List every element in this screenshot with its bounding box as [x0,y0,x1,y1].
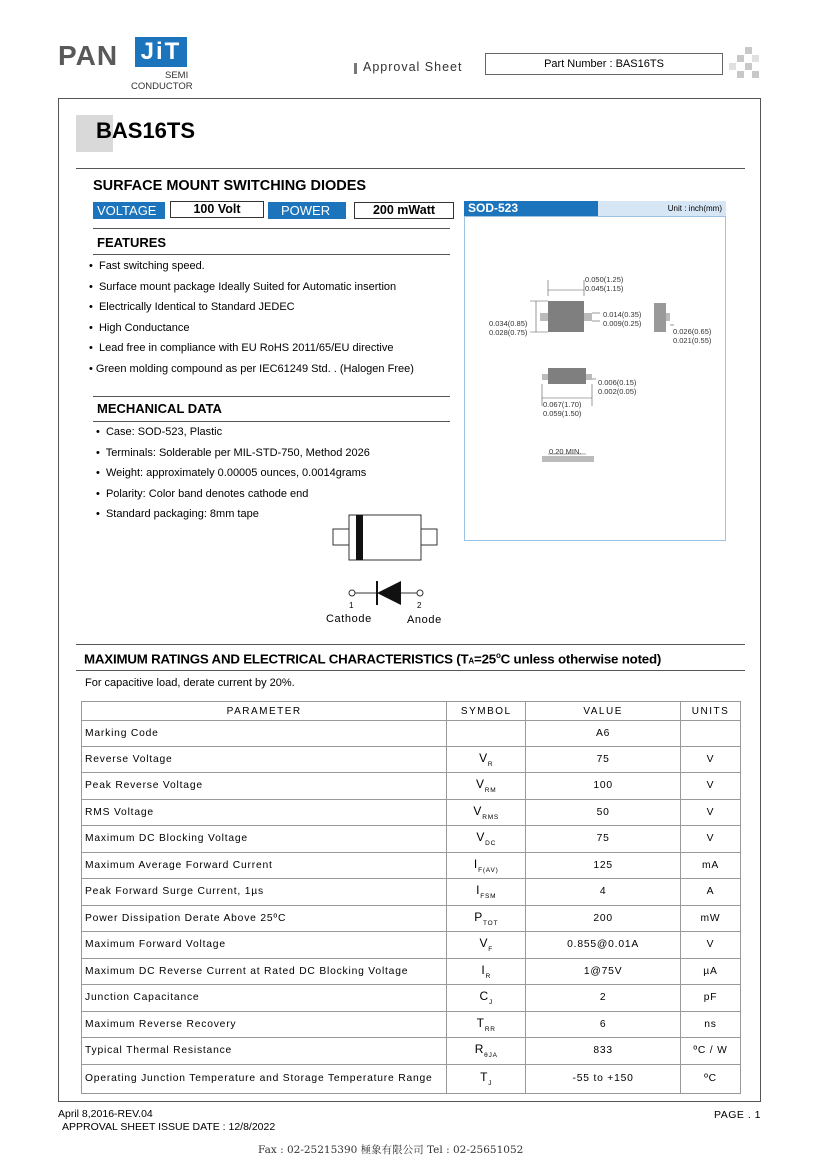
table-row [82,1064,741,1093]
unit-cell: pF [681,985,741,1012]
column-header: SYMBOL [447,702,526,721]
param-cell: Maximum DC Blocking Voltage [82,826,447,853]
value-cell: A6 [526,721,681,747]
symbol-cell: $V_R$ [447,746,526,773]
dim-total: 0.067(1.70) 0.059(1.50) [543,400,582,418]
table-row [82,985,741,1012]
power-tag: POWER [268,202,346,219]
ratings-table [81,701,741,1094]
table-row [82,852,741,879]
pin1-label: 1 [349,601,354,610]
ratings-title: MAXIMUM RATINGS AND ELECTRICAL CHARACTERISTICS ($TA=25^oC$ unless otherwise noted) [84,651,662,667]
ratings-bottom-line [76,670,745,671]
voltage-tag: VOLTAGE [93,202,165,219]
mech-top-line [93,396,450,397]
table-row [82,1011,741,1038]
logo-semi: SEMI [165,70,189,81]
list-item: • Case: SOD-523, Plastic [96,426,223,438]
symbol-cell: $P_{TOT}$ [447,905,526,932]
issue-date: APPROVAL SHEET ISSUE DATE : 12/8/2022 [62,1121,276,1133]
features-heading: FEATURES [97,235,167,250]
symbol-cell: $I_{F(AV)}$ [447,852,526,879]
power-value: 200 mWatt [354,202,454,219]
param-cell: RMS Voltage [82,799,447,826]
unit-cell: V [681,746,741,773]
param-cell: Operating Junction Temperature and Storage Temperature Range [82,1064,447,1093]
param-cell: Maximum Average Forward Current [82,852,447,879]
value-cell: 50 [526,799,681,826]
package-unit: Unit : inch(mm) [598,201,726,216]
list-item: • Green molding compound as per IEC61249 Std. . (Halogen Free) [89,362,414,375]
value-cell: 833 [526,1038,681,1065]
page-title: BAS16TS [96,118,196,143]
pin2-label: 2 [417,601,422,610]
unit-cell: ºC / W [681,1038,741,1065]
value-cell: 2 [526,985,681,1012]
list-item: • Standard packaging: 8mm tape [96,508,259,520]
table-row [82,746,741,773]
symbol-cell: $I_R$ [447,958,526,985]
list-item: • Electrically Identical to Standard JEDEC [89,301,295,313]
value-cell: 6 [526,1011,681,1038]
param-cell: Reverse Voltage [82,746,447,773]
column-header: PARAMETER [82,702,447,721]
unit-cell: V [681,773,741,800]
package-outline-drawing [330,508,445,568]
voltage-value: 100 Volt [170,201,264,218]
list-item: • Lead free in compliance with EU RoHS 2011/65/EU directive [89,342,394,354]
features-list [89,260,414,383]
approval-sheet-label: Approval Sheet [363,60,463,74]
param-cell: Power Dissipation Derate Above 25ºC [82,905,447,932]
symbol-cell: $V_{DC}$ [447,826,526,853]
unit-cell: V [681,932,741,959]
symbol-cell: $I_{FSM}$ [447,879,526,906]
table-row [82,799,741,826]
dim-pad: 0.20 MIN. [549,447,582,456]
table-row [82,932,741,959]
param-cell: Peak Forward Surge Current, 1µs [82,879,447,906]
ratings-note: For capacitive load, derate current by 20%. [85,677,295,689]
param-cell: Maximum Reverse Recovery [82,1011,447,1038]
ratings-top-line [76,644,745,645]
list-item: • Fast switching speed. [89,260,205,272]
package-dimension-drawing [470,270,720,470]
value-cell: 200 [526,905,681,932]
symbol-cell: $R_{\theta JA}$ [447,1038,526,1065]
table-header-row [82,702,741,721]
logo-conductor: CONDUCTOR [131,81,193,92]
cathode-label: Cathode [326,613,372,625]
symbol-cell: $T_{RR}$ [447,1011,526,1038]
unit-cell: mW [681,905,741,932]
features-bottom-line [93,254,450,255]
symbol-cell [447,721,526,747]
value-cell: 0.855@0.01A [526,932,681,959]
list-item: • High Conductance [89,321,190,334]
subtitle: SURFACE MOUNT SWITCHING DIODES [93,178,367,194]
value-cell: 1@75V [526,958,681,985]
value-cell: 75 [526,826,681,853]
table-row [82,826,741,853]
param-cell: Maximum DC Reverse Current at Rated DC Blocking Voltage [82,958,447,985]
value-cell: 100 [526,773,681,800]
part-number-box: Part Number : BAS16TS [485,53,723,75]
param-cell: Typical Thermal Resistance [82,1038,447,1065]
dim-thickness: 0.006(0.15) 0.002(0.05) [598,378,637,396]
approval-bar [354,63,357,74]
column-header: VALUE [526,702,681,721]
mechanical-list [96,426,370,529]
unit-cell: ns [681,1011,741,1038]
table-row [82,905,741,932]
logo-jit: JiT [135,37,187,67]
features-top-line [93,228,450,229]
unit-cell [681,721,741,747]
unit-cell: V [681,799,741,826]
table-row [82,958,741,985]
table-row [82,1038,741,1065]
dim-lead: 0.014(0.35) 0.009(0.25) [603,310,642,328]
column-header: UNITS [681,702,741,721]
unit-cell: ºC [681,1064,741,1093]
unit-cell: V [681,826,741,853]
param-cell: Junction Capacitance [82,985,447,1012]
symbol-cell: $V_F$ [447,932,526,959]
mech-bottom-line [93,421,450,422]
table-row [82,773,741,800]
logo-pan: PAN [58,40,119,71]
unit-cell: µA [681,958,741,985]
table-row [82,721,741,747]
symbol-cell: $V_{RMS}$ [447,799,526,826]
symbol-cell: $C_J$ [447,985,526,1012]
package-name: SOD-523 [464,201,598,216]
title-divider [76,168,745,169]
dim-width: 0.034(0.85) 0.028(0.75) [489,319,528,337]
contact-line: Fax : 02-25215390 極象有限公司 Tel : 02-25651052 [258,1144,524,1156]
symbol-cell: $V_{RM}$ [447,773,526,800]
dim-length: 0.050(1.25) 0.045(1.15) [585,275,624,293]
dim-height: 0.026(0.65) 0.021(0.55) [673,327,712,345]
value-cell: 4 [526,879,681,906]
page-number: PAGE . 1 [714,1109,761,1121]
table-row [82,879,741,906]
param-cell: Peak Reverse Voltage [82,773,447,800]
value-cell: -55 to +150 [526,1064,681,1093]
revision-date: April 8,2016-REV.04 [58,1108,153,1120]
param-cell: Maximum Forward Voltage [82,932,447,959]
mechanical-heading: MECHANICAL DATA [97,401,222,416]
value-cell: 125 [526,852,681,879]
param-cell: Marking Code [82,721,447,747]
list-item: • Weight: approximately 0.00005 ounces, 0.0014grams [96,467,367,479]
list-item: • Terminals: Solderable per MIL-STD-750, Method 2026 [96,446,370,459]
unit-cell: A [681,879,741,906]
anode-label: Anode [407,614,442,626]
list-item: • Polarity: Color band denotes cathode end [96,487,309,500]
unit-cell: mA [681,852,741,879]
list-item: • Surface mount package Ideally Suited for Automatic insertion [89,280,397,293]
symbol-cell: $T_J$ [447,1064,526,1093]
value-cell: 75 [526,746,681,773]
